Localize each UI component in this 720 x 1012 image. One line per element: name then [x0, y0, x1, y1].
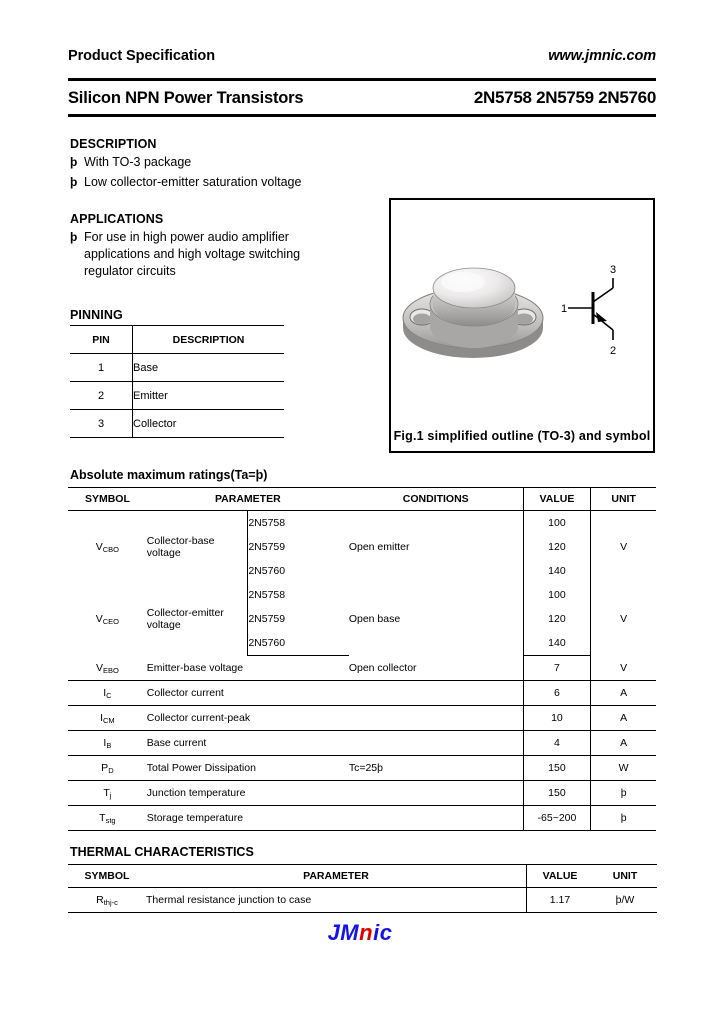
- row-parameter: Base current: [147, 731, 349, 756]
- row-symbol: [68, 511, 147, 584]
- col-symbol: SYMBOL: [68, 488, 147, 511]
- row-condition: Open base: [348, 613, 401, 626]
- row-symbol: [68, 656, 147, 681]
- symbol-subscript: C: [106, 691, 112, 700]
- row-parameter: Junction temperature: [147, 781, 349, 806]
- pinning-table: [70, 325, 284, 438]
- thermal-characteristics-table: [68, 864, 657, 913]
- row-symbol: [68, 706, 147, 731]
- row-symbol: [68, 806, 147, 831]
- figure-box: [389, 198, 655, 453]
- device-type: 2N5758: [248, 511, 349, 536]
- row-symbol: [68, 681, 147, 706]
- symbol-main: T: [103, 787, 110, 799]
- row-value: 7: [523, 656, 591, 681]
- applications-item-text: regulator circuits: [84, 264, 176, 278]
- symbol-subscript: B: [106, 741, 112, 750]
- check-bullet-icon: þ: [70, 175, 78, 189]
- emitter-arrow-icon: [596, 312, 607, 322]
- row-value: 10: [523, 706, 591, 731]
- col-symbol: SYMBOL: [68, 865, 146, 888]
- device-type: 2N5760: [248, 559, 349, 583]
- col-unit: UNIT: [591, 488, 656, 511]
- description-item: [70, 154, 390, 171]
- thermal-characteristics-section: [68, 864, 656, 913]
- symbol-subscript: EBO: [102, 665, 119, 675]
- table-row: [68, 706, 656, 731]
- symbol-subscript: CM: [103, 716, 115, 725]
- symbol-pin-label-emitter: 2: [610, 345, 617, 357]
- row-condition: [349, 706, 523, 731]
- symbol-main: T: [99, 812, 106, 824]
- symbol-subscript: stg: [105, 816, 116, 825]
- row-symbol: [68, 756, 147, 781]
- row-unit: W: [591, 756, 656, 781]
- description-item: [70, 174, 390, 191]
- pin-number: 1: [70, 354, 133, 382]
- table-row: [70, 354, 284, 382]
- row-condition: [349, 681, 523, 706]
- row-unit: A: [591, 706, 656, 731]
- col-value: VALUE: [527, 865, 594, 888]
- symbol-main: R: [96, 894, 104, 906]
- applications-item-text: applications and high voltage switching: [84, 247, 301, 261]
- description-section: [70, 137, 390, 191]
- row-symbol: [68, 888, 146, 913]
- part-number-list: 2N5758 2N5759 2N5760: [473, 88, 656, 107]
- row-unit: V: [591, 656, 656, 681]
- table-row: [68, 583, 656, 607]
- symbol-main: I: [103, 737, 107, 749]
- row-condition: Tc=25þ: [349, 756, 523, 781]
- thermal-header-row: [68, 865, 657, 888]
- check-bullet-icon: þ: [70, 230, 78, 244]
- page-title: Silicon NPN Power Transistors: [68, 89, 304, 107]
- npn-transistor-symbol: [568, 278, 613, 340]
- description-item-text: With TO-3 package: [84, 155, 192, 169]
- row-unit: þ/W: [593, 888, 657, 913]
- symbol-subscript: CEO: [102, 617, 120, 627]
- row-value: 140: [523, 631, 591, 656]
- row-unit: V: [591, 583, 656, 656]
- pinning-section: [70, 308, 284, 438]
- col-value: VALUE: [523, 488, 591, 511]
- abs-max-ratings-section: [68, 487, 656, 831]
- col-parameter: PARAMETER: [147, 488, 349, 511]
- pin-number: 2: [70, 382, 133, 410]
- table-row: [68, 511, 656, 536]
- company-website: www.jmnic.com: [548, 48, 656, 64]
- header-rule-bottom: [68, 114, 656, 117]
- pinning-col-pin: PIN: [70, 326, 133, 354]
- applications-item: [70, 229, 390, 246]
- symbol-main: V: [95, 613, 103, 626]
- table-row: [68, 756, 656, 781]
- col-conditions: CONDITIONS: [349, 488, 523, 511]
- table-row: [70, 410, 284, 438]
- abs-max-ratings-table: [68, 487, 656, 831]
- row-value: -65~200: [523, 806, 591, 831]
- row-unit: A: [591, 731, 656, 756]
- symbol-subscript: thj-c: [103, 898, 118, 907]
- figure-artwork: [391, 200, 653, 412]
- row-condition: Open emitter: [348, 541, 410, 553]
- pin-description: Base: [133, 354, 285, 382]
- row-condition: [349, 806, 523, 831]
- table-row: [68, 888, 657, 913]
- row-symbol: [68, 731, 147, 756]
- logo-text-part1: JM: [327, 920, 360, 945]
- applications-item-text: For use in high power audio amplifier: [84, 230, 289, 244]
- row-parameter: Thermal resistance junction to case: [146, 888, 527, 913]
- symbol-main: V: [95, 541, 103, 553]
- row-symbol: [68, 583, 147, 656]
- table-row: [68, 781, 656, 806]
- symbol-main: P: [101, 762, 109, 774]
- row-unit: þ: [591, 781, 656, 806]
- table-row: [68, 681, 656, 706]
- row-parameter: Total Power Dissipation: [147, 756, 349, 781]
- row-parameter: Collector current-peak: [147, 706, 349, 731]
- row-symbol: [68, 781, 147, 806]
- pin-description: Emitter: [133, 382, 285, 410]
- row-value: 100: [523, 583, 591, 607]
- row-value: 120: [523, 535, 591, 559]
- applications-section: [70, 212, 390, 280]
- pin-number: 3: [70, 410, 133, 438]
- row-condition: Open collector: [349, 656, 523, 681]
- check-bullet-icon: þ: [70, 155, 78, 169]
- row-parameter: Storage temperature: [147, 806, 349, 831]
- row-condition: [349, 781, 523, 806]
- title-bar: [68, 88, 656, 108]
- company-logo: [0, 920, 720, 946]
- symbol-subscript: D: [108, 766, 114, 775]
- row-value: 150: [523, 756, 591, 781]
- row-value: 140: [523, 559, 591, 583]
- device-type: 2N5760: [248, 631, 349, 656]
- document-type-label: Product Specification: [68, 48, 215, 64]
- logo-text-part3: ic: [373, 920, 393, 945]
- device-type: 2N5759: [248, 535, 349, 559]
- symbol-main: I: [103, 687, 107, 699]
- row-unit: V: [591, 511, 656, 584]
- device-type: 2N5759: [248, 607, 349, 631]
- row-unit: A: [591, 681, 656, 706]
- description-heading: DESCRIPTION: [70, 137, 157, 151]
- row-value: 100: [523, 511, 591, 536]
- device-type: 2N5758: [248, 583, 349, 607]
- table-row: [68, 731, 656, 756]
- symbol-subscript: j: [109, 791, 112, 800]
- row-value: 150: [523, 781, 591, 806]
- pinning-header-row: [70, 326, 284, 354]
- col-unit: UNIT: [593, 865, 657, 888]
- row-value: 4: [523, 731, 591, 756]
- symbol-pin-label-base: 1: [561, 303, 568, 315]
- table-row: [70, 382, 284, 410]
- table-row: [68, 656, 656, 681]
- applications-heading: APPLICATIONS: [70, 212, 164, 226]
- table-row: [68, 806, 656, 831]
- row-value: 1.17: [527, 888, 594, 913]
- row-unit: þ: [591, 806, 656, 831]
- page-header: [68, 48, 656, 64]
- symbol-main: V: [95, 661, 103, 674]
- symbol-pin-label-collector: 3: [610, 264, 617, 276]
- abs-max-header-row: [68, 488, 656, 511]
- pinning-col-description: DESCRIPTION: [133, 326, 285, 354]
- row-parameter: Emitter-base voltage: [147, 656, 349, 681]
- pinning-heading: PINNING: [70, 308, 123, 322]
- header-rule-top: [68, 78, 656, 81]
- row-parameter: Collector-emitter voltage: [146, 607, 224, 632]
- logo-text-part2: n: [359, 920, 374, 945]
- symbol-main: I: [100, 712, 104, 724]
- row-parameter: Collector current: [147, 681, 349, 706]
- row-value: 6: [523, 681, 591, 706]
- symbol-subscript: CBO: [102, 545, 120, 554]
- figure-caption: Fig.1 simplified outline (TO-3) and symbol: [393, 429, 651, 443]
- thermal-characteristics-title: THERMAL CHARACTERISTICS: [70, 845, 254, 859]
- row-parameter: Collector-base voltage: [146, 535, 215, 559]
- col-parameter: PARAMETER: [146, 865, 527, 888]
- row-value: 120: [523, 607, 591, 631]
- abs-max-ratings-title: Absolute maximum ratings(Ta=þ): [70, 468, 268, 482]
- description-item-text: Low collector-emitter saturation voltage: [84, 175, 302, 189]
- pin-description: Collector: [133, 410, 285, 438]
- to3-package-photo: [403, 268, 543, 358]
- row-condition: [349, 731, 523, 756]
